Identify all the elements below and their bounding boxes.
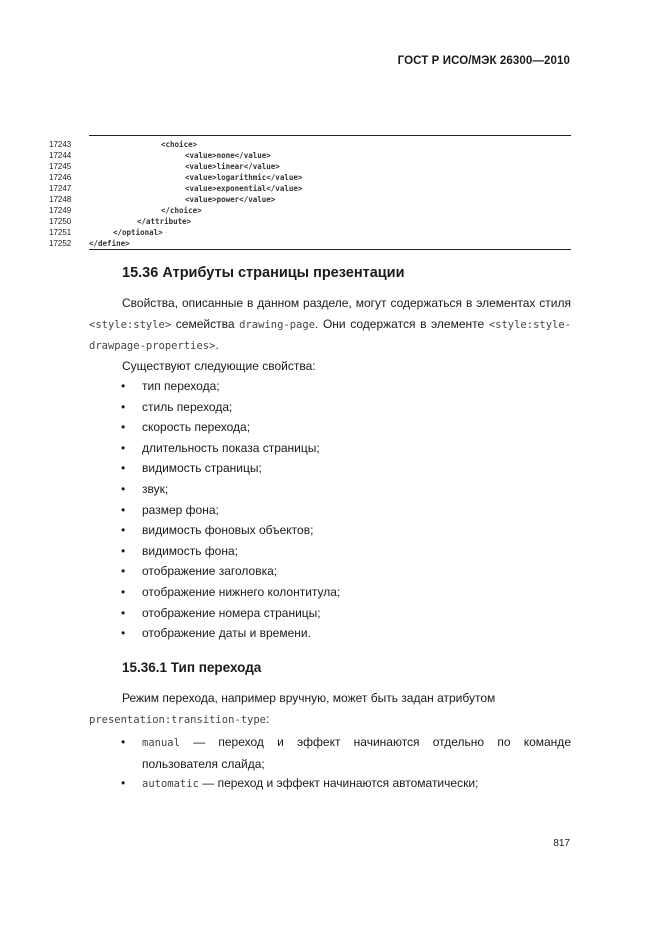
transition-item-manual <box>89 732 571 774</box>
paragraph-text: Режим перехода, например вручную, может быть задан атрибутом <box>122 691 496 705</box>
list-item <box>89 603 571 624</box>
code-bottom-rule <box>89 249 571 250</box>
code-term: manual <box>142 737 180 749</box>
item-text: — переход и эффект начинаются автоматически; <box>198 776 479 790</box>
code-term: <style:style> <box>89 318 172 331</box>
list-item-text: длительность показа страницы; <box>142 440 320 455</box>
bullet-glyph: • <box>121 399 126 414</box>
code-text: <choice> <box>161 140 198 149</box>
code-top-rule <box>89 135 571 136</box>
code-line <box>0 205 600 216</box>
line-number: 17247 <box>49 184 72 193</box>
bullet-glyph: • <box>121 481 126 496</box>
line-number: 17249 <box>49 206 72 215</box>
line-number: 17244 <box>49 151 72 160</box>
code-text: <value>logarithmic</value> <box>185 173 303 182</box>
list-item <box>89 561 571 582</box>
code-line <box>0 194 600 205</box>
code-line <box>0 161 600 172</box>
line-number: 17246 <box>49 173 72 182</box>
item-text: — переход и эффект начинаются отдельно по команде пользователя слайда; <box>142 735 571 771</box>
list-item <box>89 541 571 562</box>
code-term: <style:style-drawpage-properties> <box>89 318 571 352</box>
bullet-glyph: • <box>121 440 126 455</box>
list-item <box>89 397 571 418</box>
list-item-text: видимость страницы; <box>142 461 262 476</box>
code-line <box>0 172 600 183</box>
code-text: <value>exponential</value> <box>185 184 303 193</box>
code-term: drawing-page <box>239 318 316 331</box>
code-line <box>0 216 600 227</box>
bullet-glyph: • <box>121 584 126 599</box>
bullet-glyph: • <box>121 605 126 620</box>
list-item-text: тип перехода; <box>142 379 220 393</box>
paragraph-text: . <box>215 338 219 352</box>
bullet-glyph: • <box>121 502 126 517</box>
list-item-text: звук; <box>142 481 169 496</box>
code-line <box>0 183 600 194</box>
list-item <box>89 479 571 500</box>
paragraph-text: : <box>266 711 270 726</box>
line-number: 17251 <box>49 228 72 237</box>
list-item-text: размер фона; <box>142 502 219 517</box>
list-item <box>89 520 571 541</box>
list-item-text: отображение заголовка; <box>142 564 278 579</box>
list-item <box>89 582 571 603</box>
property-list <box>89 376 571 644</box>
transition-item-automatic <box>89 773 571 795</box>
code-text: </optional> <box>113 228 163 237</box>
line-number: 17248 <box>49 195 72 204</box>
code-line <box>0 227 600 238</box>
list-item-text: скорость перехода; <box>142 420 251 435</box>
code-line <box>0 238 600 249</box>
paragraph-text: . Они содержатся в элементе <box>315 316 489 331</box>
list-item <box>89 376 571 397</box>
bullet-glyph: • <box>121 420 126 435</box>
list-item <box>89 417 571 438</box>
list-item-text: отображение нижнего колонтитула; <box>142 584 341 599</box>
document-header: ГОСТ Р ИСО/МЭК 26300—2010 <box>397 55 570 67</box>
line-number: 17243 <box>49 140 72 149</box>
list-item-text: стиль перехода; <box>142 399 233 414</box>
code-text: <value>power</value> <box>185 195 276 204</box>
section-paragraph-1 <box>89 293 571 357</box>
subsection-heading: 15.36.1 Тип перехода <box>122 660 262 675</box>
code-text: </define> <box>89 239 130 248</box>
section-heading: 15.36 Атрибуты страницы презентации <box>122 265 405 281</box>
paragraph-text: Свойства, описанные в данном разделе, могут содержаться в элементах стиля <box>122 296 571 310</box>
bullet-glyph: • <box>121 543 126 558</box>
code-term: presentation:transition-type <box>89 713 267 726</box>
code-line <box>0 150 600 161</box>
bullet-glyph: • <box>121 776 126 790</box>
list-item <box>89 500 571 521</box>
subsection-paragraph <box>89 688 571 730</box>
line-number: 17245 <box>49 162 72 171</box>
list-item <box>89 458 571 479</box>
code-term: automatic <box>142 778 199 790</box>
section-paragraph-2: Существуют следующие свойства: <box>122 359 316 373</box>
page-number: 817 <box>553 838 570 849</box>
list-item <box>89 623 571 644</box>
code-text: <value>none</value> <box>185 151 271 160</box>
list-item-text: видимость фона; <box>142 543 238 558</box>
code-text: <value>linear</value> <box>185 162 280 171</box>
bullet-glyph: • <box>121 735 126 749</box>
code-text: </attribute> <box>137 217 192 226</box>
list-item <box>89 438 571 459</box>
code-text: </choice> <box>161 206 202 215</box>
list-item-text: отображение даты и времени. <box>142 626 311 641</box>
code-line <box>0 139 600 150</box>
bullet-glyph: • <box>121 626 126 641</box>
bullet-glyph: • <box>121 523 126 538</box>
list-item-text: отображение номера страницы; <box>142 605 321 620</box>
bullet-glyph: • <box>121 564 126 579</box>
paragraph-text: семейства <box>171 316 240 331</box>
bullet-glyph: • <box>121 461 126 476</box>
bullet-glyph: • <box>121 379 126 393</box>
list-item-text: видимость фоновых объектов; <box>142 523 314 538</box>
line-number: 17252 <box>49 239 72 248</box>
line-number: 17250 <box>49 217 72 226</box>
